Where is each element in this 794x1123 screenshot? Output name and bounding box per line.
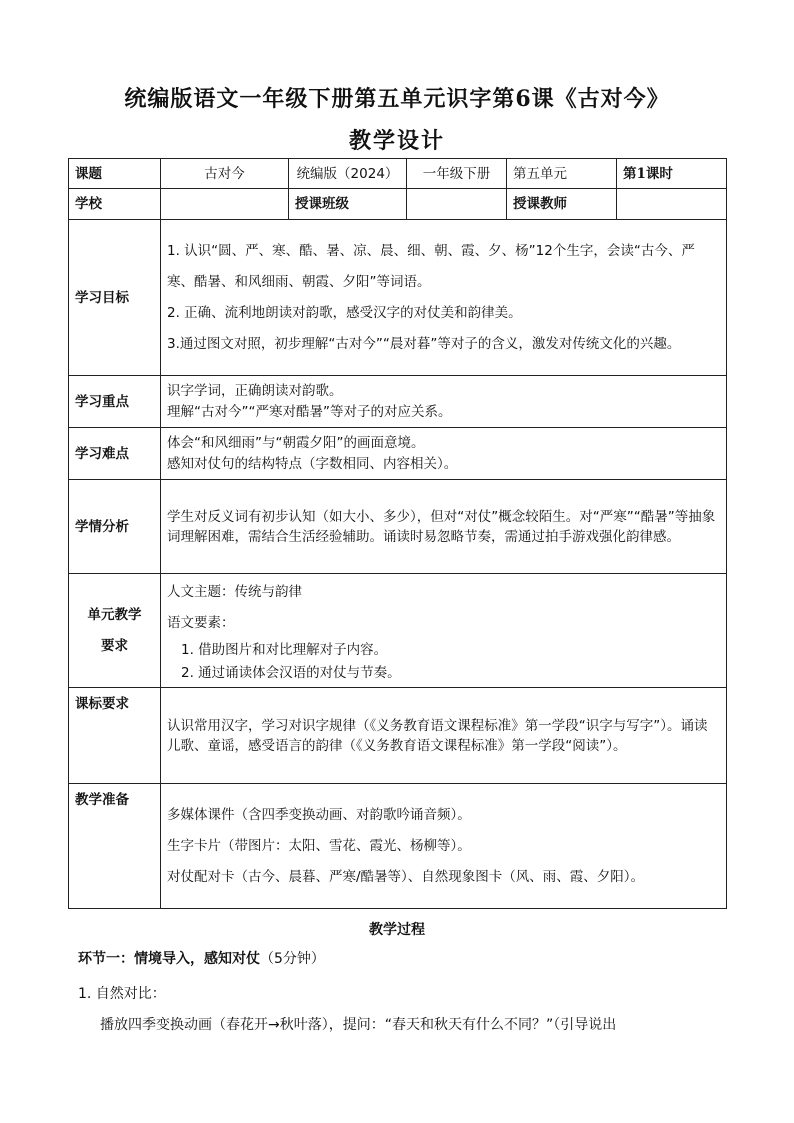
table-row <box>69 220 727 376</box>
table-row <box>69 574 727 688</box>
step-one-item: 1. 自然对比： <box>78 986 166 1002</box>
unit-label-line: 要求 <box>101 637 128 654</box>
step-one-duration: （5分钟） <box>260 951 325 967</box>
table-row <box>69 784 727 909</box>
cell-standard-label: 课标要求 <box>69 688 161 784</box>
unit-line: 人文主题：传统与韵律 <box>167 583 302 600</box>
table-row <box>69 159 727 189</box>
table-row <box>69 376 727 428</box>
goal-item: 3.通过图文对照，初步理解“古对今”“晨对暮”等对子的含义，激发对传统文化的兴趣。 <box>167 335 681 352</box>
cell-class-label: 授课班级 <box>289 189 407 220</box>
table-row <box>69 688 727 784</box>
cell-teacher-label: 授课教师 <box>507 189 617 220</box>
document-title: 统编版语文一年级下册第五单元识字第6课《古对今》 <box>124 86 670 112</box>
cell-prep-label: 教学准备 <box>69 784 161 909</box>
step-one-title: 环节一：情境导入，感知对仗 <box>78 951 260 967</box>
prep-line: 生字卡片（带图片：太阳、雪花、霞光、杨柳等）。 <box>167 837 471 854</box>
cell-standard: 认识常用汉字，学习对识字规律（《义务教育语文课程标准》第一学段“识字与写字”）。诵读儿歌、童谣，感受语言的韵律（《义务教育语文课程标准》第一学段“阅读”）。 <box>161 688 727 784</box>
cell-school-label: 学校 <box>69 189 161 220</box>
cell-key <box>161 376 727 428</box>
table-row <box>69 189 727 220</box>
key-line: 识字学词，正确朗读对韵歌。 <box>167 382 343 399</box>
unit-line: 语文要素： <box>167 614 235 631</box>
unit-list-item: 1. 借助图片和对比理解对子内容。 <box>181 641 388 658</box>
step-one-paragraph: 播放四季变换动画（春花开→秋叶落），提问：“春天和秋天有什么不同？”（引导说出 <box>100 1017 617 1033</box>
step-one-heading <box>78 948 325 968</box>
cell-period: 第1课时 <box>617 159 727 189</box>
goal-item: 2. 正确、流利地朗读对韵歌，感受汉字的对仗美和韵律美。 <box>167 304 522 321</box>
prep-line: 对仗配对卡（古今、晨暮、严寒/酷暑等）、自然现象图卡（风、雨、霞、夕阳）。 <box>167 868 645 885</box>
cell-key-label: 学习重点 <box>69 376 161 428</box>
cell-topic-label: 课题 <box>69 159 161 189</box>
prep-line: 多媒体课件（含四季变换动画、对韵歌吟诵音频）。 <box>167 806 471 823</box>
unit-label-line: 单元教学 <box>87 606 142 623</box>
table-row <box>69 428 727 480</box>
cell-analysis-label: 学情分析 <box>69 480 161 574</box>
difficulty-line: 体会“和风细雨”与“朝霞夕阳”的画面意境。 <box>167 434 425 451</box>
cell-grade: 一年级下册 <box>407 159 507 189</box>
cell-goals-label: 学习目标 <box>69 220 161 376</box>
cell-edition: 统编版（2024） <box>289 159 407 189</box>
key-line: 理解“古对今”“严寒对酷暑”等对子的对应关系。 <box>167 403 452 420</box>
cell-analysis: 学生对反义词有初步认知（如大小、多少），但对“对仗”概念较陌生。对“严寒”“酷暑”等抽象词理解困难，需结合生活经验辅助。诵读时易忽略节奏，需通过拍手游戏强化韵律感。 <box>161 480 727 574</box>
lesson-plan-table <box>68 158 727 909</box>
cell-unit-label <box>69 574 161 688</box>
process-heading: 教学过程 <box>369 922 425 938</box>
goal-item: 1. 认识“圆、严、寒、酷、暑、凉、晨、细、朝、霞、夕、杨”12个生字，会读“古今、严寒、酷暑、和风细雨、朝霞、夕阳”等词语。 <box>167 242 695 290</box>
cell-difficulty-label: 学习难点 <box>69 428 161 480</box>
cell-school-value <box>161 189 289 220</box>
cell-prep <box>161 784 727 909</box>
cell-topic-value: 古对今 <box>161 159 289 189</box>
document-subtitle: 教学设计 <box>348 128 445 154</box>
cell-teacher-value <box>617 189 727 220</box>
cell-unit: 第五单元 <box>507 159 617 189</box>
difficulty-line: 感知对仗句的结构特点（字数相同、内容相关）。 <box>167 455 458 472</box>
table-row <box>69 480 727 574</box>
cell-goals <box>161 220 727 376</box>
cell-class-value <box>407 189 507 220</box>
cell-unit-requirements <box>161 574 727 688</box>
unit-list-item: 2. 通过诵读体会汉语的对仗与节奏。 <box>181 664 401 681</box>
cell-difficulty <box>161 428 727 480</box>
